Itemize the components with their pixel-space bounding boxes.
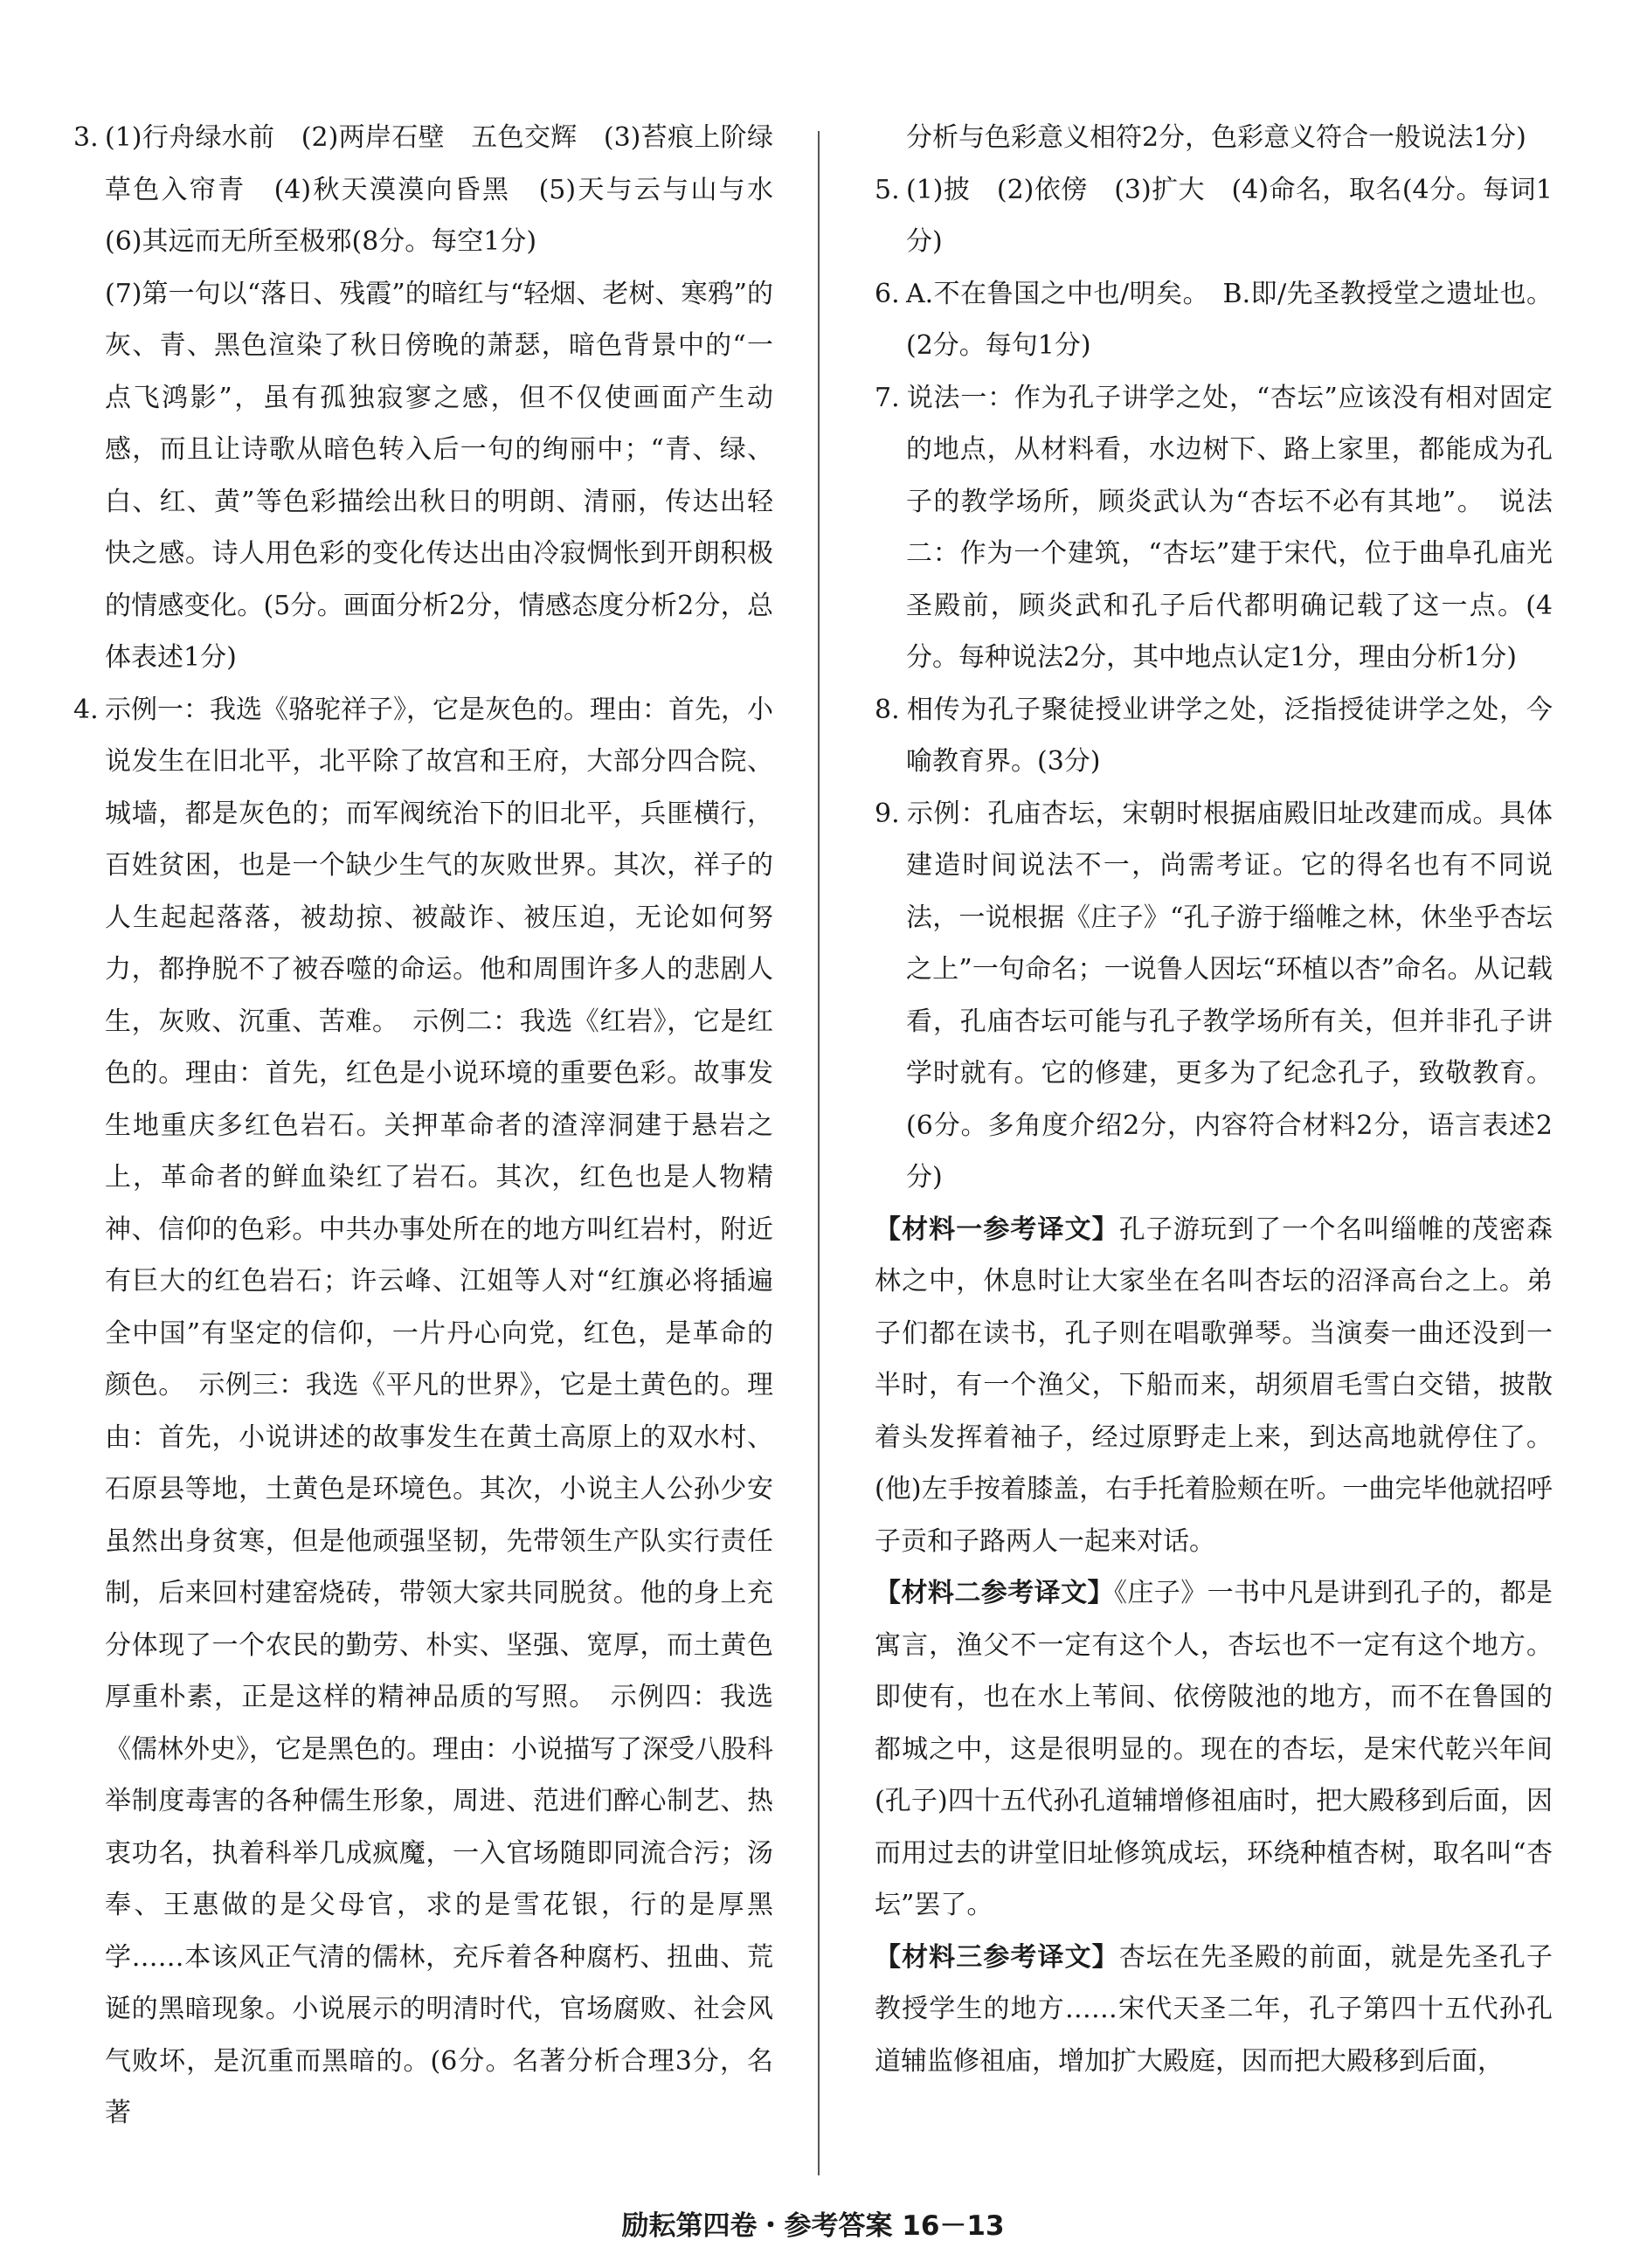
left-column <box>73 112 799 2140</box>
answer-6-text: A.不在鲁国之中也/明矣。 B.即/先圣教授堂之遗址也。(2分。每句1分) <box>906 278 1553 361</box>
material-1-tag: 【材料一参考译文】 <box>875 1214 1119 1245</box>
answer-7-number: 7. <box>875 382 900 413</box>
answer-5-text: (1)披 (2)依傍 (3)扩大 (4)命名，取名(4分。每词1分) <box>906 174 1553 257</box>
answer-3 <box>73 112 799 268</box>
answer-4 <box>73 684 773 2140</box>
answer-4-continuation: 分析与色彩意义相符2分，色彩意义符合一般说法1分) <box>906 122 1526 153</box>
material-1-translation <box>875 1204 1553 1568</box>
material-1-text: 孔子游玩到了一个名叫缁帷的茂密森林之中，休息时让大家坐在名叫杏坛的沼泽高台之上。弟子们都在读书，孔子则在唱歌弹琴。当演奏一曲还没到一半时，有一个渔父，下船而来，胡须眉毛雪白交错，披散着头发挥着袖子，经过原野走上来，到达高地就停住了。(他)左手按着膝盖，右手托着脸颊在听。一曲完毕他就招呼子贡和子路两人一起来对话。 <box>875 1214 1553 1557</box>
page-footer: 励耘第四卷・参考答案 16－13 <box>621 2210 1005 2242</box>
column-divider <box>818 131 820 2175</box>
right-column <box>875 112 1553 2087</box>
answer-7-text: 说法一：作为孔子讲学之处，“杏坛”应该没有相对固定的地点，从材料看，水边树下、路上家里，都能成为孔子的教学场所，顾炎武认为“杏坛不必有其地”。 说法二：作为一个建筑，“杏坛”建于宋代，位于曲阜孔庙光圣殿前，顾炎武和孔子后代都明确记载了这一点。(4分。每种说法2分，其中地点认定1分，理由分析1分) <box>906 382 1553 673</box>
answer-3-part-b: (7)第一句以“落日、残霞”的暗红与“轻烟、老树、寒鸦”的灰、青、黑色渲染了秋日傍晚的萧瑟，暗色背景中的“一点飞鸿影”，虽有孤独寂寥之感，但不仅使画面产生动感，而且让诗歌从暗色转入后一句的绚丽中；“青、绿、白、红、黄”等色彩描绘出秋日的明朗、清丽，传达出轻快之感。诗人用色彩的变化传达出由冷寂惆怅到开朗积极的情感变化。(5分。画面分析2分，情感态度分析2分，总体表述1分) <box>105 278 773 673</box>
material-3-translation <box>875 1932 1553 2088</box>
material-3-text: 杏坛在先圣殿的前面，就是先圣孔子教授学生的地方……宋代天圣二年，孔子第四十五代孙孔道辅监修祖庙，增加扩大殿庭，因而把大殿移到后面， <box>875 1941 1553 2077</box>
material-2-tag: 【材料二参考译文】 <box>875 1578 1114 1608</box>
answer-3-part-a: (1)行舟绿水前 (2)两岸石壁 五色交辉 (3)苔痕上阶绿 草色入帘青 (4)秋天漠漠向昏黑 (5)天与云与山与水 (6)其远而无所至极邪(8分。每空1分) <box>105 122 799 257</box>
material-2-text: 《庄子》一书中凡是讲到孔子的，都是寓言，渔父不一定有这个人，杏坛也不一定有这个地方。即使有，也在水上苇间、依傍陂池的地方，而不在鲁国的都城之中，这是很明显的。现在的杏坛，是宋代乾兴年间(孔子)四十五代孙孔道辅增修祖庙时，把大殿移到后面，因而用过去的讲堂旧址修筑成坛，环绕种植杏树，取名叫“杏坛”罢了。 <box>875 1578 1553 1920</box>
answer-4-number: 4. <box>73 694 99 725</box>
answer-9-number: 9. <box>875 798 900 829</box>
answer-5-number: 5. <box>875 174 900 205</box>
answer-9 <box>875 788 1553 1204</box>
answer-6 <box>875 268 1553 372</box>
answer-4-text: 示例一：我选《骆驼祥子》，它是灰色的。理由：首先，小说发生在旧北平，北平除了故宫和王府，大部分四合院、城墙，都是灰色的；而军阀统治下的旧北平，兵匪横行，百姓贫困，也是一个缺少生气的灰败世界。其次，祥子的人生起起落落，被劫掠、被敲诈、被压迫，无论如何努力，都挣脱不了被吞噬的命运。他和周围许多人的悲剧人生，灰败、沉重、苦难。 示例二：我选《红岩》，它是红色的。理由：首先，红色是小说环境的重要色彩。故事发生地重庆多红色岩石。关押革命者的渣滓洞建于悬岩之上，革命者的鲜血染红了岩石。其次，红色也是人物精神、信仰的色彩。中共办事处所在的地方叫红岩村，附近有巨大的红色岩石；许云峰、江姐等人对“红旗必将插遍全中国”有坚定的信仰，一片丹心向党，红色，是革命的颜色。 示例三：我选《平凡的世界》，它是土黄色的。理由：首先，小说讲述的故事发生在黄土高原上的双水村、石原县等地，土黄色是环境色。其次，小说主人公孙少安虽然出身贫寒，但是他顽强坚韧，先带领生产队实行责任制，后来回村建窑烧砖，带领大家共同脱贫。他的身上充分体现了一个农民的勤劳、朴实、坚强、宽厚，而土黄色厚重朴素，正是这样的精神品质的写照。 示例四：我选《儒林外史》，它是黑色的。理由：小说描写了深受八股科举制度毒害的各种儒生形象，周进、范进们醉心制艺、热衷功名，执着科举几成疯魔，一入官场随即同流合污；汤奉、王惠做的是父母官，求的是雪花银，行的是厚黑学……本该风正气清的儒林，充斥着各种腐朽、扭曲、荒诞的黑暗现象。小说展示的明清时代，官场腐败、社会风气败坏，是沉重而黑暗的。(6分。名著分析合理3分，名著 <box>105 694 773 2128</box>
answer-3-number: 3. <box>73 122 99 153</box>
answer-8 <box>875 684 1553 788</box>
answer-8-text: 相传为孔子聚徒授业讲学之处，泛指授徒讲学之处，今喻教育界。(3分) <box>906 694 1553 777</box>
material-2-translation <box>875 1567 1553 1932</box>
material-3-tag: 【材料三参考译文】 <box>875 1941 1119 1973</box>
answer-9-text: 示例：孔庙杏坛，宋朝时根据庙殿旧址改建而成。具体建造时间说法不一，尚需考证。它的得名也有不同说法，一说根据《庄子》“孔子游于缁帷之林，休坐乎杏坛之上”一句命名；一说鲁人因坛“环植以杏”命名。从记载看，孔庙杏坛可能与孔子教学场所有关，但并非孔子讲学时就有。它的修建，更多为了纪念孔子，致敬教育。(6分。多角度介绍2分，内容符合材料2分，语言表述2分) <box>906 798 1553 1193</box>
answer-6-number: 6. <box>875 278 900 309</box>
answer-8-number: 8. <box>875 694 900 725</box>
answer-5 <box>875 164 1553 268</box>
answer-7 <box>875 372 1553 684</box>
